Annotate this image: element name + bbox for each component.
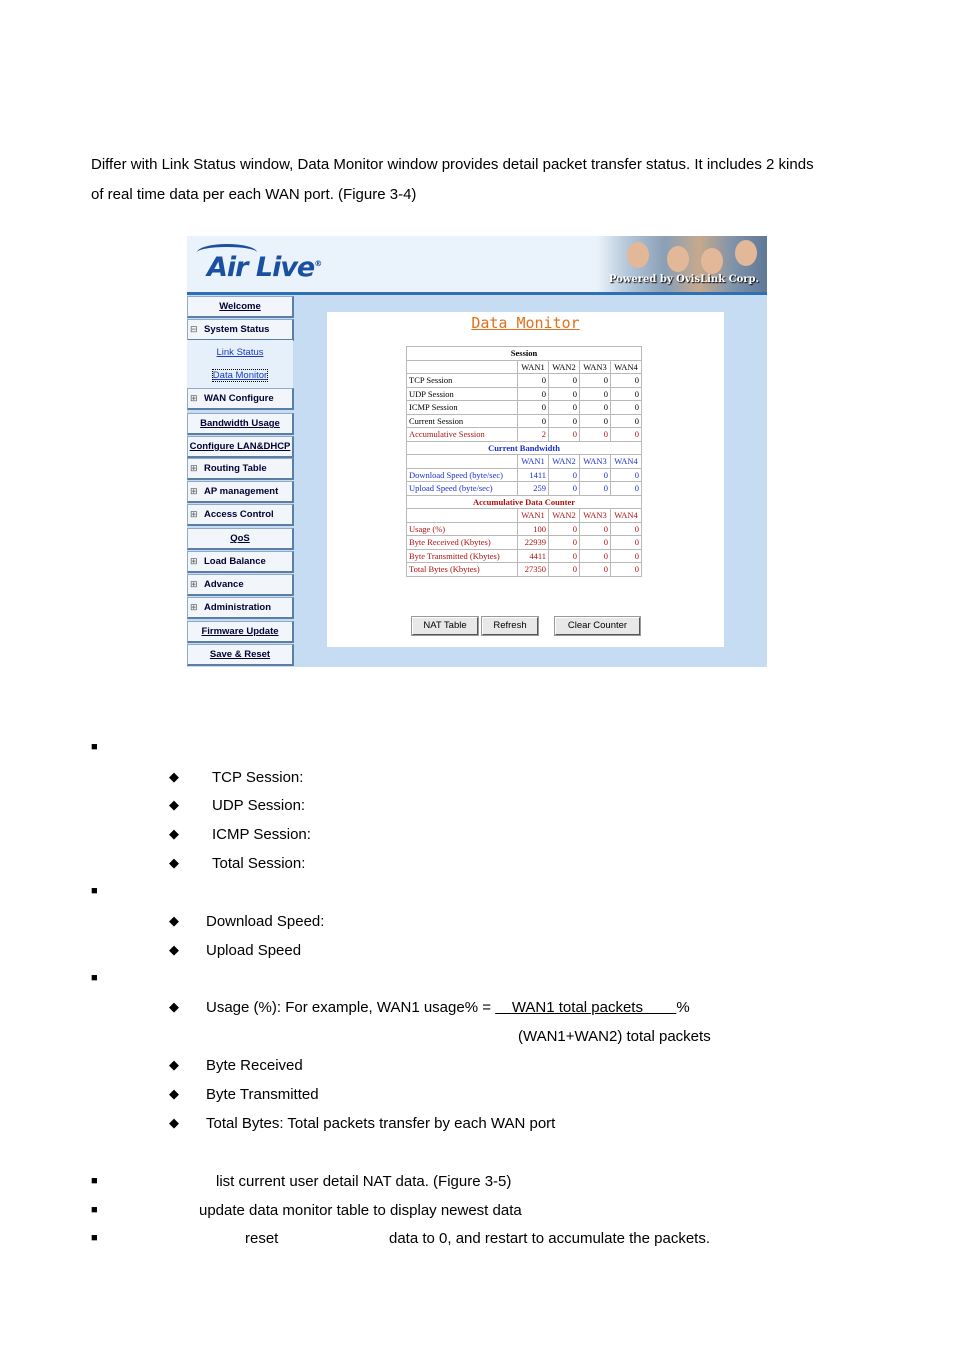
row-label: Usage (%) — [407, 523, 517, 536]
wan-header: WAN1 — [518, 455, 548, 468]
table-row — [407, 469, 641, 482]
row-value: 0 — [611, 401, 641, 414]
clear-counter-description: data to 0, and restart to accumulate the packets. — [389, 1230, 711, 1247]
row-value: 0 — [549, 401, 579, 414]
nav-firmware-update[interactable]: Firmware Update — [187, 621, 294, 643]
row-value: 0 — [611, 482, 641, 495]
byte-received-item: Byte Received — [206, 1057, 303, 1074]
diamond-bullet-icon: ◆ — [169, 797, 179, 812]
row-value: 0 — [580, 523, 610, 536]
expand-icon[interactable]: ⊞ — [190, 579, 198, 589]
square-bullet-icon: ■ — [91, 885, 98, 897]
square-bullet-icon: ■ — [91, 741, 98, 753]
table-row — [407, 563, 641, 576]
nav-link-status[interactable]: Link Status — [216, 347, 264, 358]
diamond-bullet-icon: ◆ — [169, 1086, 179, 1101]
row-label: Current Session — [407, 415, 517, 428]
row-value: 0 — [580, 482, 610, 495]
blank-cell — [407, 455, 517, 468]
nav-access-control[interactable]: ⊞ Access Control — [187, 504, 294, 526]
intro-line-1: Differ with Link Status window, Data Monitor window provides detail packet transfer status. It includes 2 kinds — [91, 156, 814, 173]
row-label: TCP Session — [407, 374, 517, 387]
row-value: 0 — [611, 374, 641, 387]
square-bullet-icon: ■ — [91, 972, 98, 984]
row-value: 0 — [580, 469, 610, 482]
table-row — [407, 388, 641, 401]
row-value: 0 — [611, 523, 641, 536]
refresh-description: update data monitor table to display newest data — [199, 1202, 522, 1219]
row-label: Accumulative Session — [407, 428, 517, 441]
square-bullet-icon: ■ — [91, 1232, 98, 1244]
refresh-button[interactable]: Refresh — [482, 617, 538, 635]
nav-advance[interactable]: ⊞ Advance — [187, 574, 294, 596]
diamond-bullet-icon: ◆ — [169, 913, 179, 928]
nat-table-description: list current user detail NAT data. (Figure 3-5) — [216, 1173, 512, 1190]
row-value: 4411 — [518, 550, 548, 563]
nat-table-button[interactable]: NAT Table — [412, 617, 478, 635]
icmp-session-item: ICMP Session: — [212, 826, 311, 843]
row-value: 0 — [580, 415, 610, 428]
blank-cell — [407, 509, 517, 522]
diamond-bullet-icon: ◆ — [169, 999, 179, 1014]
wan-header: WAN2 — [549, 509, 579, 522]
row-value: 0 — [518, 401, 548, 414]
square-bullet-icon: ■ — [91, 1204, 98, 1216]
data-monitor-screenshot — [187, 236, 767, 667]
upload-speed-item: Upload Speed — [206, 942, 302, 959]
row-value: 0 — [549, 428, 579, 441]
row-value: 0 — [611, 388, 641, 401]
row-value: 27350 — [518, 563, 548, 576]
collapse-icon[interactable]: ⊟ — [190, 324, 198, 334]
row-label: Total Bytes (Kbytes) — [407, 563, 517, 576]
usage-denominator: (WAN1+WAN2) total packets — [518, 1028, 711, 1045]
row-value: 0 — [549, 415, 579, 428]
wan-header: WAN3 — [580, 509, 610, 522]
diamond-bullet-icon: ◆ — [169, 942, 179, 957]
data-monitor-table — [406, 346, 642, 577]
clear-counter-button[interactable]: Clear Counter — [555, 617, 640, 635]
wan-header: WAN2 — [549, 361, 579, 374]
counter-header: Accumulative Data Counter — [407, 496, 641, 509]
counter-wan-row — [407, 509, 641, 522]
session-header: Session — [407, 347, 641, 360]
table-row — [407, 550, 641, 563]
usage-formula — [206, 999, 690, 1016]
row-value: 0 — [580, 374, 610, 387]
row-value: 259 — [518, 482, 548, 495]
expand-icon[interactable]: ⊞ — [190, 463, 198, 473]
diamond-bullet-icon: ◆ — [169, 1057, 179, 1072]
bandwidth-header: Current Bandwidth — [407, 442, 641, 455]
row-label: Upload Speed (byte/sec) — [407, 482, 517, 495]
intro-paragraph — [91, 150, 881, 210]
usage-numerator: WAN1 total packets — [511, 999, 643, 1016]
wan-header: WAN4 — [611, 509, 641, 522]
screenshot-header — [187, 236, 767, 295]
row-value: 0 — [549, 563, 579, 576]
table-row — [407, 428, 641, 441]
wan-header: WAN1 — [518, 361, 548, 374]
expand-icon[interactable]: ⊞ — [190, 486, 198, 496]
nav-wan-configure[interactable]: ⊞ WAN Configure — [187, 388, 294, 410]
table-row — [407, 374, 641, 387]
person-face-icon — [701, 248, 723, 274]
person-face-icon — [735, 240, 757, 266]
expand-icon[interactable]: ⊞ — [190, 509, 198, 519]
row-value: 0 — [580, 550, 610, 563]
row-value: 0 — [549, 482, 579, 495]
usage-percent: % — [676, 999, 690, 1016]
airlive-logo: Air Live® — [207, 252, 322, 283]
nav-save-reset[interactable]: Save & Reset — [187, 644, 294, 666]
table-row — [407, 415, 641, 428]
expand-icon[interactable]: ⊞ — [190, 556, 198, 566]
table-row — [407, 536, 641, 549]
total-session-item: Total Session: — [212, 855, 306, 872]
nav-administration[interactable]: ⊞ Administration — [187, 597, 294, 619]
row-value: 0 — [549, 523, 579, 536]
row-value: 0 — [518, 388, 548, 401]
diamond-bullet-icon: ◆ — [169, 769, 179, 784]
row-value: 0 — [549, 469, 579, 482]
total-bytes-item: Total Bytes: Total packets transfer by each WAN port — [206, 1115, 556, 1132]
person-face-icon — [627, 242, 649, 268]
row-value: 0 — [580, 401, 610, 414]
row-value: 0 — [611, 550, 641, 563]
row-value: 0 — [549, 536, 579, 549]
download-speed-item: Download Speed: — [206, 913, 325, 930]
content-panel — [327, 312, 724, 647]
powered-by-label: Powered by OvisLink Corp. — [608, 274, 759, 285]
wan-header: WAN4 — [611, 455, 641, 468]
byte-transmitted-item: Byte Transmitted — [206, 1086, 319, 1103]
nav-configure-lan[interactable]: Configure LAN&DHCP — [187, 436, 294, 458]
row-value: 0 — [518, 374, 548, 387]
row-value: 0 — [580, 563, 610, 576]
diamond-bullet-icon: ◆ — [169, 855, 179, 870]
clear-counter-reset-word: reset — [245, 1230, 279, 1247]
system-status-submenu — [187, 340, 293, 388]
nav-data-monitor[interactable]: Data Monitor — [212, 370, 268, 381]
row-value: 100 — [518, 523, 548, 536]
wan-header: WAN3 — [580, 455, 610, 468]
expand-icon[interactable]: ⊞ — [190, 393, 198, 403]
table-row — [407, 401, 641, 414]
row-value: 0 — [549, 374, 579, 387]
row-value: 0 — [611, 563, 641, 576]
person-face-icon — [667, 246, 689, 272]
row-value: 0 — [611, 428, 641, 441]
bandwidth-wan-row — [407, 455, 641, 468]
row-label: ICMP Session — [407, 401, 517, 414]
session-wan-row — [407, 361, 641, 374]
usage-prefix: Usage (%): For example, WAN1 usage% = — [206, 999, 496, 1016]
wan-header: WAN1 — [518, 509, 548, 522]
nav-qos[interactable]: QoS — [187, 528, 294, 550]
nav-ap-management[interactable]: ⊞ AP management — [187, 481, 294, 503]
nav-load-balance[interactable]: ⊞ Load Balance — [187, 551, 294, 573]
row-label: Byte Received (Kbytes) — [407, 536, 517, 549]
wan-header: WAN3 — [580, 361, 610, 374]
nav-routing-table[interactable]: ⊞ Routing Table — [187, 458, 294, 480]
row-value: 0 — [611, 415, 641, 428]
panel-title: Data Monitor — [471, 314, 580, 332]
row-label: Byte Transmitted (Kbytes) — [407, 550, 517, 563]
expand-icon[interactable]: ⊞ — [190, 602, 198, 612]
nav-system-status[interactable]: ⊟ System Status — [187, 319, 294, 341]
table-row — [407, 523, 641, 536]
wan-header: WAN4 — [611, 361, 641, 374]
diamond-bullet-icon: ◆ — [169, 1115, 179, 1130]
square-bullet-icon: ■ — [91, 1175, 98, 1187]
header-photo — [597, 236, 767, 292]
row-value: 0 — [580, 428, 610, 441]
udp-session-item: UDP Session: — [212, 797, 306, 814]
table-row — [407, 482, 641, 495]
diamond-bullet-icon: ◆ — [169, 826, 179, 841]
row-value: 0 — [611, 536, 641, 549]
row-value: 0 — [549, 550, 579, 563]
wan-header: WAN2 — [549, 455, 579, 468]
nav-bandwidth-usage[interactable]: Bandwidth Usage — [187, 413, 294, 435]
intro-line-2: of real time data per each WAN port. (Figure 3-4) — [91, 186, 417, 203]
row-value: 0 — [549, 388, 579, 401]
row-value: 2 — [518, 428, 548, 441]
row-value: 0 — [611, 469, 641, 482]
row-value: 22939 — [518, 536, 548, 549]
nav-welcome[interactable]: Welcome — [187, 296, 294, 318]
row-value: 1411 — [518, 469, 548, 482]
row-label: UDP Session — [407, 388, 517, 401]
tcp-session-item: TCP Session: — [212, 769, 304, 786]
blank-cell — [407, 361, 517, 374]
row-value: 0 — [580, 536, 610, 549]
row-value: 0 — [518, 415, 548, 428]
row-label: Download Speed (byte/sec) — [407, 469, 517, 482]
row-value: 0 — [580, 388, 610, 401]
